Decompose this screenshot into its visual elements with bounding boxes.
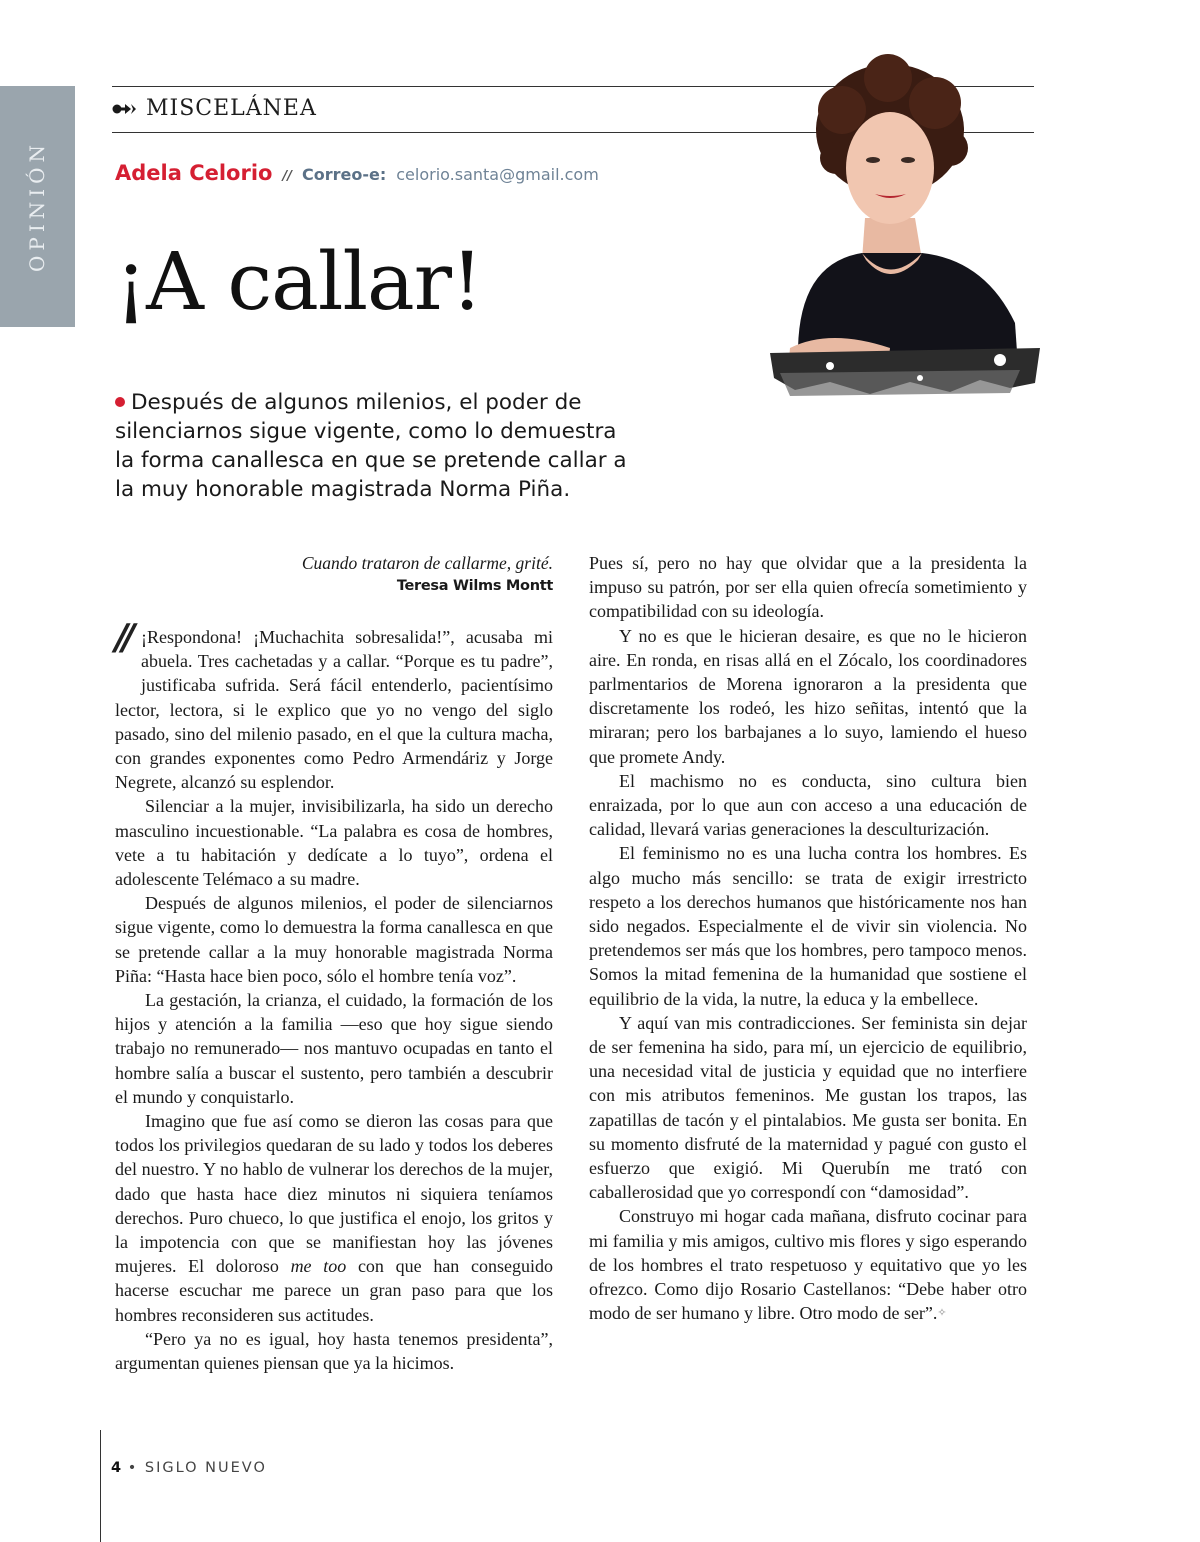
section-header: [112, 96, 317, 121]
body-paragraph: Y aquí van mis contradicciones. Ser feminista sin dejar de ser femenina ha sido, para mí, un ejercicio de equilibrio, una necesidad vital de justicia y equidad que no interfiere con mis atributos femeninos. Me gustan los trapos, las zapatillas de tacón y el pintalabios. Me gusta ser bonita. En su momento disfruté de la maternidad y pagué con gusto el esfuerzo que exigió. Mi Querubín me trató con caballerosidad que yo correspondí con “damosidad”.: [589, 1012, 1027, 1203]
lead-bullet-icon: [115, 397, 125, 407]
publication-name: SIGLO NUEVO: [144, 1460, 267, 1476]
body-paragraph: Y no es que le hicieran desaire, es que no le hicieron aire. En ronda, en risas allá en el Zócalo, los coordinadores parlmentarios de Morena ignoraron a la presidenta que discretamente los rodeó, les hizo señitas, intentó que la miraran; pero los barbajanes a lo suyo, lamiendo el hueso que promete Andy.: [589, 625, 1027, 767]
page-number: 4: [111, 1460, 122, 1476]
end-mark-icon: ✧: [937, 1307, 947, 1320]
article-lead: [115, 388, 635, 504]
body-paragraph: // ¡Respondona! ¡Muchachita sobresalida!”, acusaba mi abuela. Tres cachetadas y a callar. “Porque es tu padre”, justificaba sufrida. Será fácil entenderlo, pacientísimo lector, lectora, si le explico que yo no vengo del siglo pasado, sino del milenio pasado, en el que la cultura macha, con grandes exponentes como Pedro Armendáriz y Jorge Negrete, alcanzó su esplendor.: [115, 617, 553, 793]
sidebar-label: OPINIÓN: [25, 139, 49, 273]
footer-separator: •: [127, 1460, 139, 1476]
lead-text: Después de algunos milenios, el poder de silenciarnos sigue vigente, como lo demuestra la forma canallesca en que se pretende callar a la muy honorable magistrada Norma Piña.: [115, 390, 627, 502]
article-column-2: [589, 551, 1027, 1326]
page-footer: [111, 1460, 267, 1476]
body-paragraph: Después de algunos milenios, el poder de silenciarnos sigue vigente, como lo demuestra la forma canallesca en que se pretende callar a la muy honorable magistrada Norma Piña: “Hasta hace bien poco, sólo el hombre tenía voz”.: [115, 893, 553, 986]
epigraph: [133, 551, 553, 597]
body-paragraph: Construyo mi hogar cada mañana, disfruto cocinar para mi familia y mis amigos, cultivo mis flores y sigo esperando de los hombres el trato respetuoso y equitativo que yo les ofrezco. Como dijo Rosario Castellanos: “Debe haber otro modo de ser humano y libre. Otro modo de ser”.✧: [589, 1206, 1027, 1324]
article-column-1: [115, 617, 553, 1375]
section-arrow-icon: [112, 102, 136, 116]
body-paragraph: La gestación, la crianza, el cuidado, la formación de los hijos y atención a la familia —eso que hoy sigue siendo trabajo no remunerado— nos mantuvo ocupadas en tanto el hombre salía a buscar el sustento, pero también a descubrir el mundo y conquistarlo.: [115, 990, 553, 1107]
body-paragraph: Imagino que fue así como se dieron las cosas para que todos los privilegios quedaran de su lado y todos los deberes del nuestro. Y no hablo de vulnerar los derechos de la mujer, dado que hasta hace diez minutos ni siquiera teníamos derechos. Puro chueco, lo que justifica el enojo, los gritos y la impotencia con que se manifiestan hoy las jóvenes mujeres. El doloroso me too con que han conseguido hacerse escuchar me parece un gran paso para que los hombres reconsideren sus actitudes.: [115, 1111, 553, 1325]
author-portrait: [770, 48, 1040, 408]
epigraph-quote: Cuando trataron de callarme, grité.: [301, 553, 553, 573]
italic-term: me too: [290, 1256, 347, 1277]
epigraph-author: Teresa Wilms Montt: [396, 578, 553, 594]
byline: [115, 161, 599, 185]
body-paragraph: El machismo no es conducta, sino cultura bien enraizada, por lo que aun con acceso a una educación de calidad, llevará varias generaciones la desculturización.: [589, 770, 1027, 840]
body-paragraph: Silenciar a la mujer, invisibilizarla, ha sido un derecho masculino incuestionable. “La palabra es cosa de hombres, vete a tu habitación y dedícate a lo tuyo”, ordena el adolescente Telémaco a su madre.: [115, 796, 553, 890]
footer-rule: [100, 1430, 101, 1542]
byline-separator: //: [282, 169, 292, 184]
body-paragraph: Pues sí, pero no hay que olvidar que a la presidenta la impuso su patrón, por ser ella quien ofrecía sometimiento y compatibilidad con su ideología.: [589, 553, 1027, 622]
body-paragraph: El feminismo no es una lucha contra los hombres. Es algo mucho más sencillo: se trata de exigir irrestricto respeto a los derechos humanos que históricamente nos han sido negados. Especialmente el de vivir sin violencia. No pretendemos ser más que los hombres, pero tampoco menos. Somos la mitad femenina de la humanidad que sostiene el equilibrio de la vida, la nutre, la educa y la embellece.: [589, 843, 1027, 1009]
section-label: MISCELÁNEA: [146, 96, 317, 121]
body-paragraph: “Pero ya no es igual, hoy hasta tenemos presidenta”, argumentan quienes piensan que ya la hicimos.: [115, 1328, 553, 1374]
article-headline: ¡A callar!: [115, 235, 483, 328]
opening-quote-icon: //: [115, 617, 130, 658]
author-name: Adela Celorio: [115, 161, 273, 185]
author-email: celorio.santa@gmail.com: [396, 165, 599, 184]
email-label: Correo-e:: [301, 165, 387, 184]
